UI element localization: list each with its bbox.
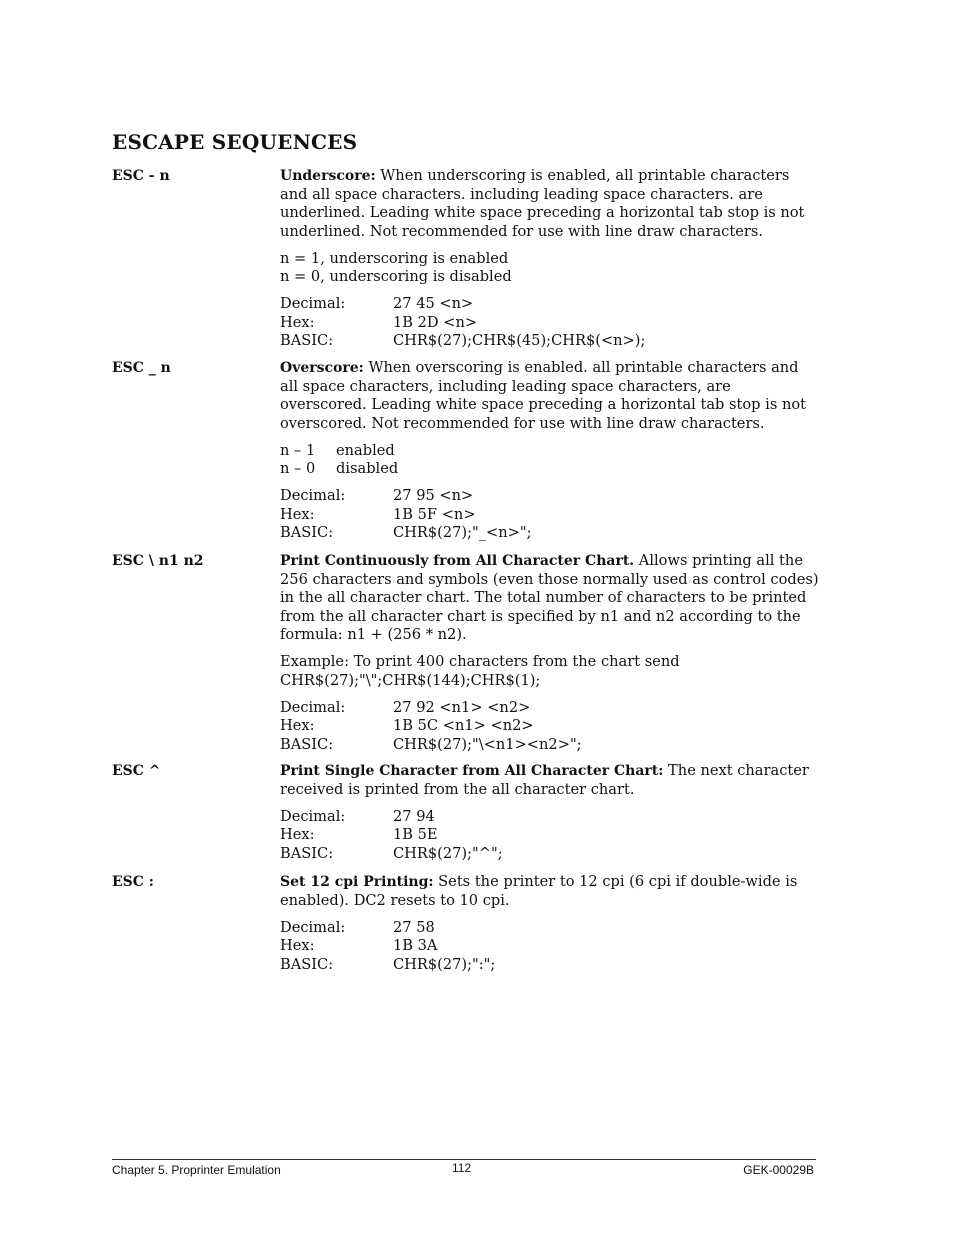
entry-heading: Overscore: bbox=[280, 360, 364, 376]
option-list bbox=[280, 442, 820, 479]
basic-value: CHR$(27);"^"; bbox=[393, 844, 503, 862]
code-table bbox=[280, 699, 820, 755]
entry-text: The next character received is printed from the all character chart. bbox=[280, 762, 809, 798]
code-table bbox=[280, 295, 820, 351]
entry-description bbox=[280, 762, 820, 871]
entry-heading: Print Single Character from All Character Chart: bbox=[280, 763, 664, 779]
description-paragraph bbox=[280, 167, 820, 241]
entry-heading: Print Continuously from All Character Chart. bbox=[280, 553, 635, 569]
decimal-label: Decimal: bbox=[280, 918, 346, 936]
entry-heading: Underscore: bbox=[280, 168, 376, 184]
basic-value: CHR$(27);CHR$(45);CHR$(<n>); bbox=[393, 332, 646, 349]
footer-divider bbox=[112, 1159, 816, 1160]
hex-label: Hex: bbox=[280, 505, 315, 523]
basic-label: BASIC: bbox=[280, 955, 334, 973]
basic-value: CHR$(27);"_<n>"; bbox=[393, 524, 532, 541]
entry-description bbox=[280, 552, 820, 762]
decimal-value: 27 95 <n> bbox=[393, 487, 474, 504]
description-paragraph bbox=[280, 873, 820, 910]
option-value: enabled bbox=[336, 441, 395, 459]
decimal-value: 27 58 bbox=[393, 918, 435, 936]
entry-text: When overscoring is enabled. all printable characters and all space characters, including leading space characters, are overscored. Leading white space preceding a horizontal tab stop is not overscored. Not recommended for use with line draw characters. bbox=[280, 359, 807, 432]
footer-page-number: 112 bbox=[452, 1161, 472, 1175]
entry-text: Allows printing all the 256 characters and symbols (even those normally used as control codes) in the all character chart. The total number of characters to be printed from the all character chart is specified by n1 and n2 according to the formula: n1 + (256 * n2). bbox=[280, 552, 819, 643]
entry-description bbox=[280, 167, 820, 359]
entry-description bbox=[280, 359, 820, 551]
footer-chapter: Chapter 5. Proprinter Emulation bbox=[112, 1163, 281, 1177]
hex-value: 1B 2D <n> bbox=[393, 313, 478, 331]
code-table bbox=[280, 808, 820, 864]
parameter-line: n = 1, underscoring is enabled bbox=[280, 249, 509, 267]
decimal-label: Decimal: bbox=[280, 698, 346, 716]
footer-document-id: GEK-00029B bbox=[743, 1163, 814, 1177]
description-paragraph bbox=[280, 762, 820, 799]
code-table bbox=[280, 919, 820, 975]
decimal-label: Decimal: bbox=[280, 295, 346, 312]
entry-text: When underscoring is enabled, all printable characters and all space characters. including leading space characters. are underlined. Leading white space preceding a horizontal tab stop is not underlined. Not recommended for use with line draw characters. bbox=[280, 167, 805, 240]
hex-value: 1B 3A bbox=[393, 937, 438, 954]
option-key: n – 0 bbox=[280, 460, 316, 477]
hex-label: Hex: bbox=[280, 717, 315, 734]
parameter-lines bbox=[280, 250, 820, 287]
entry-text: Sets the printer to 12 cpi (6 cpi if double-wide is enabled). DC2 resets to 10 cpi. bbox=[280, 873, 798, 909]
basic-value: CHR$(27);"\<n1><n2>"; bbox=[393, 735, 582, 753]
basic-label: BASIC: bbox=[280, 735, 334, 753]
command-label: ESC ^ bbox=[112, 763, 161, 779]
hex-label: Hex: bbox=[280, 826, 315, 843]
command-label: ESC - n bbox=[112, 168, 170, 184]
hex-label: Hex: bbox=[280, 937, 315, 954]
command-label: ESC : bbox=[112, 874, 154, 890]
command-label: ESC _ n bbox=[112, 360, 171, 376]
hex-label: Hex: bbox=[280, 313, 315, 331]
page-title: ESCAPE SEQUENCES bbox=[112, 130, 358, 154]
parameter-line: n = 0, underscoring is disabled bbox=[280, 268, 512, 285]
basic-label: BASIC: bbox=[280, 844, 334, 862]
entry-heading: Set 12 cpi Printing: bbox=[280, 874, 434, 890]
hex-value: 1B 5F <n> bbox=[393, 505, 476, 523]
example-paragraph: Example: To print 400 characters from the chart send CHR$(27);"\";CHR$(144);CHR$(1); bbox=[280, 653, 680, 689]
decimal-value: 27 45 <n> bbox=[393, 295, 474, 312]
basic-value: CHR$(27);":"; bbox=[393, 955, 496, 973]
command-label: ESC \ n1 n2 bbox=[112, 553, 204, 569]
description-paragraph bbox=[280, 359, 820, 433]
hex-value: 1B 5E bbox=[393, 826, 438, 843]
decimal-label: Decimal: bbox=[280, 807, 346, 825]
decimal-label: Decimal: bbox=[280, 487, 346, 504]
decimal-value: 27 92 <n1> <n2> bbox=[393, 698, 531, 716]
option-value: disabled bbox=[336, 460, 399, 477]
basic-label: BASIC: bbox=[280, 332, 334, 349]
description-paragraph bbox=[280, 552, 820, 645]
basic-label: BASIC: bbox=[280, 524, 334, 541]
hex-value: 1B 5C <n1> <n2> bbox=[393, 717, 534, 734]
entry-description bbox=[280, 873, 820, 982]
decimal-value: 27 94 bbox=[393, 807, 435, 825]
option-key: n – 1 bbox=[280, 441, 316, 459]
code-table bbox=[280, 487, 820, 543]
